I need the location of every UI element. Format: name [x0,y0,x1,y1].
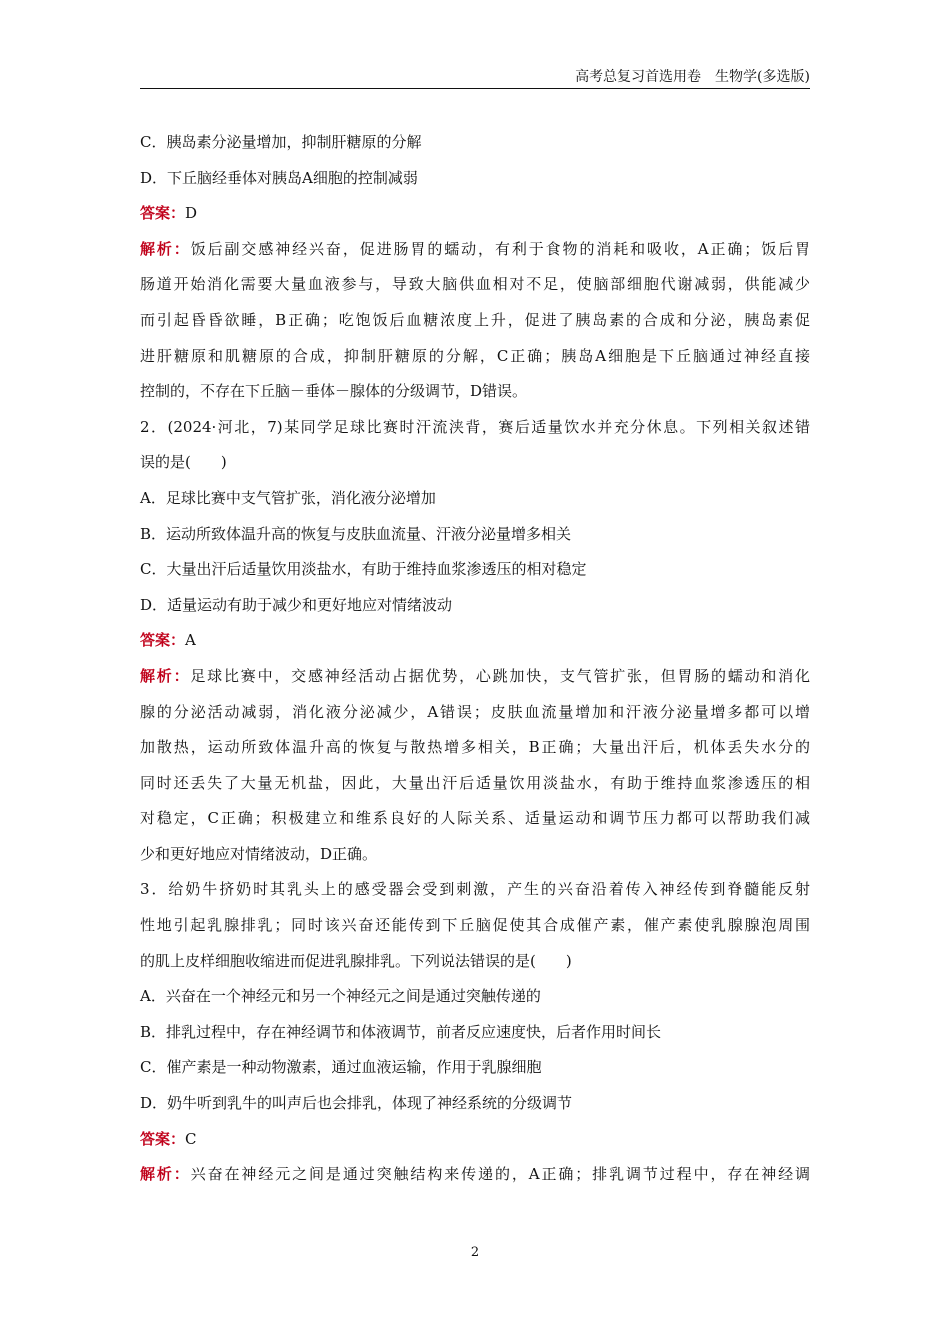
text-line [140,695,810,731]
text-line [140,303,810,339]
text-line [140,730,810,766]
text-line [140,267,810,303]
text-line [140,872,810,908]
text-line [140,801,810,837]
line-text: C．催产素是一种动物激素，通过血液运输，作用于乳腺细胞 [140,1058,542,1077]
line-text: D．适量运动有助于减少和更好地应对情绪波动 [140,595,453,614]
line-label: 解析： [140,666,191,685]
line-text: 腺的分泌活动减弱，消化液分泌减少，A错误；皮肤血流量增加和汗液分泌量增多都可以增 [140,702,810,721]
line-label: 答案： [140,1129,186,1148]
text-line [140,374,810,410]
text-line [140,481,810,517]
page-number: 2 [470,1245,480,1260]
header-divider [140,88,810,89]
line-text: 而引起昏昏欲睡，B正确；吃饱饭后血糖浓度上升，促进了胰岛素的合成和分泌，胰岛素促 [140,310,810,329]
line-text: 肠道开始消化需要大量血液参与，导致大脑供血相对不足，使脑部细胞代谢减弱，供能减少 [140,275,810,294]
text-line [140,1050,810,1086]
line-text: 3．给奶牛挤奶时其乳头上的感受器会受到刺激，产生的兴奋沿着传入神经传到脊髓能反射 [140,880,810,899]
text-line [140,659,810,695]
document-body [140,125,810,1193]
line-label: 解析： [140,1165,191,1184]
line-text: 控制的，不存在下丘脑－垂体－腺体的分级调节，D错误。 [140,382,528,401]
line-text: A [185,631,196,650]
line-text: 兴奋在神经元之间是通过突触结构来传递的，A正确；排乳调节过程中，存在神经调 [190,1165,810,1184]
line-text: 性地引起乳腺排乳；同时该兴奋还能传到下丘脑促使其合成催产素，催产素使乳腺腺泡周围 [140,916,810,935]
text-line [140,552,810,588]
line-text: 对稳定，C正确；积极建立和维系良好的人际关系、适量运动和调节压力都可以帮助我们减 [140,809,810,828]
line-text: 同时还丢失了大量无机盐，因此，大量出汗后适量饮用淡盐水，有助于维持血浆渗透压的相 [140,773,810,792]
text-line [140,588,810,624]
line-text: 加散热，运动所致体温升高的恢复与散热增多相关，B正确；大量出汗后，机体丢失水分的 [140,738,810,757]
text-line [140,196,810,232]
text-line [140,623,810,659]
line-text: 饭后副交感神经兴奋，促进肠胃的蠕动，有利于食物的消耗和吸收，A正确；饭后胃 [190,239,810,258]
text-line [140,517,810,553]
text-line [140,979,810,1015]
text-line [140,1122,810,1158]
text-line [140,1015,810,1051]
line-label: 答案： [140,204,186,223]
line-text: A．兴奋在一个神经元和另一个神经元之间是通过突触传递的 [140,987,541,1006]
line-label: 解析： [140,239,191,258]
text-line [140,837,810,873]
line-text: 进肝糖原和肌糖原的合成，抑制肝糖原的分解，C正确；胰岛A细胞是下丘脑通过神经直接 [140,346,810,365]
line-label: 答案： [140,631,186,650]
text-line [140,161,810,197]
line-text: 2．(2024·河北，7)某同学足球比赛时汗流浃背，赛后适量饮水并充分休息。下列相关叙述错 [140,417,810,436]
line-text: 少和更好地应对情绪波动，D正确。 [140,844,378,863]
line-text: 足球比赛中，交感神经活动占据优势，心跳加快，支气管扩张，但胃肠的蠕动和消化 [190,666,810,685]
text-line [140,232,810,268]
line-text: D．下丘脑经垂体对胰岛A细胞的控制减弱 [140,168,418,187]
text-line [140,410,810,446]
text-line [140,766,810,802]
text-line [140,944,810,980]
text-line [140,1086,810,1122]
line-text: C [185,1129,197,1148]
line-text: 误的是( ) [140,453,227,472]
text-line [140,1157,810,1193]
text-line [140,339,810,375]
line-text: A．足球比赛中支气管扩张，消化液分泌增加 [140,488,436,507]
text-line [140,125,810,161]
line-text: B．运动所致体温升高的恢复与皮肤血流量、汗液分泌量增多相关 [140,524,572,543]
line-text: C．胰岛素分泌量增加，抑制肝糖原的分解 [140,133,422,151]
line-text: 的肌上皮样细胞收缩进而促进乳腺排乳。下列说法错误的是( ) [140,951,572,970]
running-header: 高考总复习首选用卷 生物学(多选版) [575,69,810,85]
line-text: B．排乳过程中，存在神经调节和体液调节，前者反应速度快，后者作用时间长 [140,1022,662,1041]
text-line [140,445,810,481]
line-text: D．奶牛听到乳牛的叫声后也会排乳，体现了神经系统的分级调节 [140,1094,573,1113]
line-text: D [185,204,198,223]
line-text: C．大量出汗后适量饮用淡盐水，有助于维持血浆渗透压的相对稳定 [140,560,587,579]
text-line [140,908,810,944]
